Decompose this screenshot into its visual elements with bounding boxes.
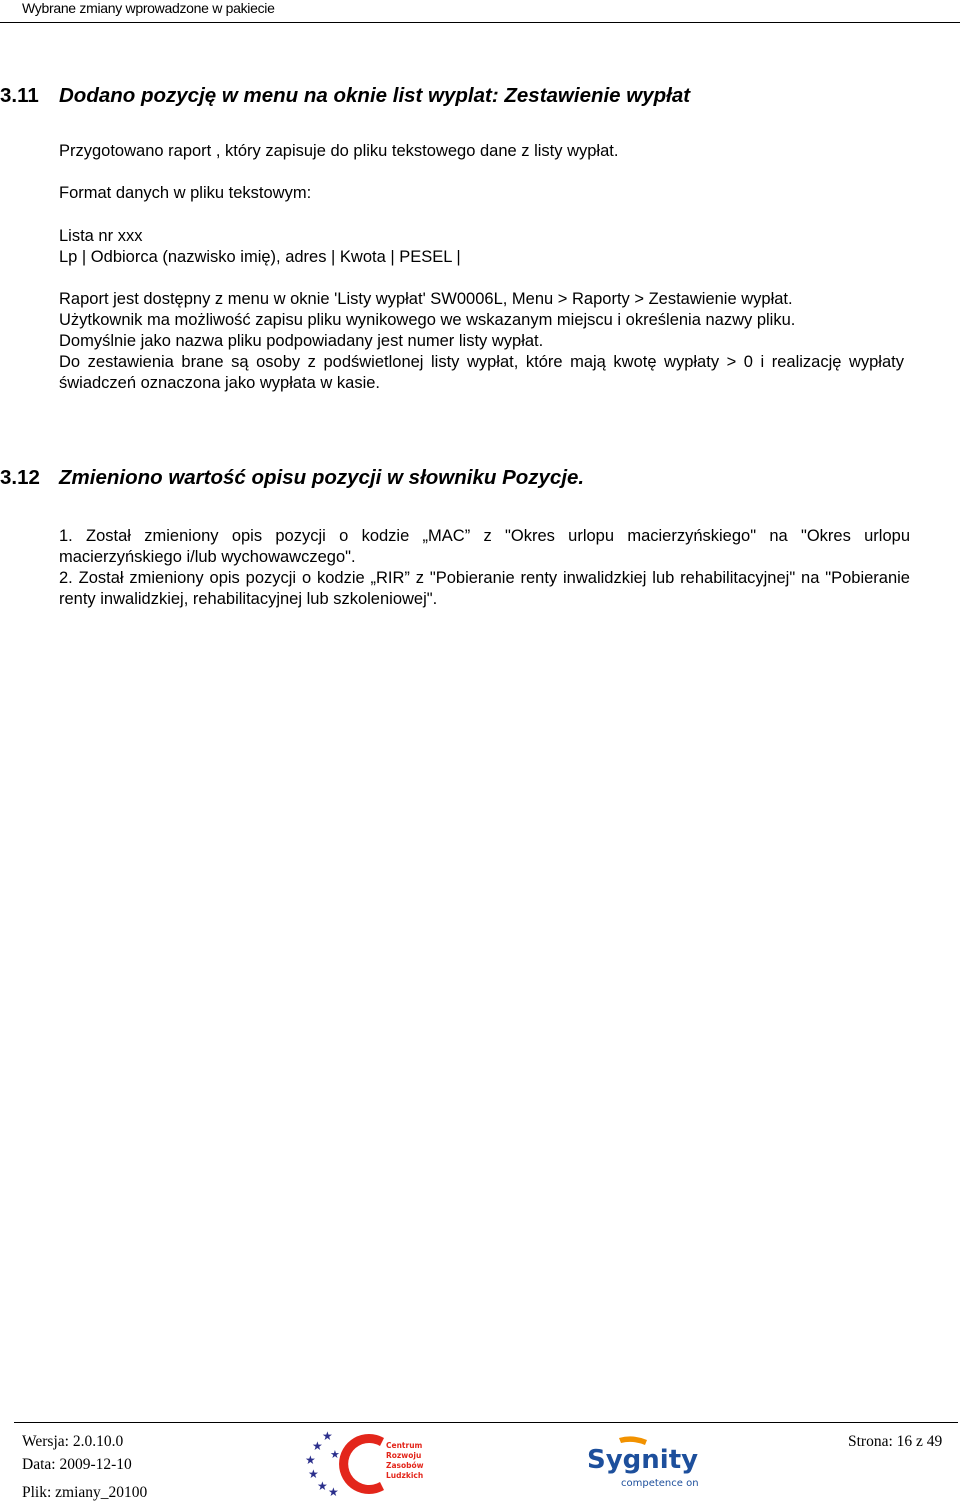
svg-text:★: ★ bbox=[330, 1448, 340, 1461]
footer-date: Data: 2009-12-10 bbox=[22, 1456, 132, 1473]
svg-text:★: ★ bbox=[322, 1429, 333, 1443]
section-number: 3.11 bbox=[0, 84, 39, 107]
paragraph: Domyślnie jako nazwa pliku podpowiadany jest numer listy wypłat. bbox=[59, 332, 544, 350]
footer-version: Wersja: 2.0.10.0 bbox=[22, 1433, 124, 1450]
header-title: Wybrane zmiany wprowadzone w pakiecie bbox=[22, 0, 275, 16]
section-3-11-heading bbox=[0, 84, 690, 108]
section-title: Zmieniono wartość opisu pozycji w słowniku Pozycje. bbox=[59, 466, 585, 489]
crzl-line-4: Ludzkich bbox=[386, 1471, 424, 1480]
sygnity-name: Sygnity bbox=[587, 1445, 699, 1475]
footer-divider bbox=[14, 1422, 958, 1423]
crzl-line-2: Rozwoju bbox=[386, 1451, 422, 1460]
sygnity-tagline: competence on bbox=[621, 1478, 699, 1489]
page-header bbox=[0, 0, 960, 23]
svg-text:★: ★ bbox=[312, 1439, 323, 1453]
crzl-logo bbox=[300, 1428, 440, 1498]
crzl-line-1: Centrum bbox=[386, 1441, 423, 1450]
svg-text:★: ★ bbox=[328, 1485, 339, 1498]
paragraph: Użytkownik ma możliwość zapisu pliku wynikowego we wskazanym miejscu i określenia nazwy pliku. bbox=[59, 311, 796, 329]
crzl-line-3: Zasobów bbox=[386, 1461, 424, 1470]
list-item: 1. Został zmieniony opis pozycji o kodzie „MAC” z "Okres urlopu macierzyńskiego" na "Okres urlopu macierzyńskiego i/lub wychowawczego". bbox=[59, 527, 910, 566]
footer-file: Plik: zmiany_20100 bbox=[22, 1484, 148, 1501]
section-title: Dodano pozycję w menu na oknie list wyplat: Zestawienie wypłat bbox=[59, 84, 691, 107]
paragraph: Przygotowano raport , który zapisuje do pliku tekstowego dane z listy wypłat. bbox=[59, 142, 619, 160]
section-3-12-heading bbox=[0, 466, 584, 490]
list-item: 2. Został zmieniony opis pozycji o kodzie „RIR” z "Pobieranie renty inwalidzkiej lub rehabilitacyjnej" na "Pobieranie renty inwalidzkiej, rehabilitacyjnej lub szkoleniowej". bbox=[59, 569, 910, 608]
footer-page-number: Strona: 16 z 49 bbox=[848, 1433, 943, 1450]
svg-text:★: ★ bbox=[308, 1467, 319, 1481]
paragraph: Do zestawienia brane są osoby z podświetlonej listy wypłat, które mają kwotę wypłaty > 0 i realizację wypłaty świadczeń oznaczona jako wypłata w kasie. bbox=[59, 353, 904, 392]
paragraph: Lp | Odbiorca (nazwisko imię), adres | Kwota | PESEL | bbox=[59, 248, 461, 266]
paragraph: Format danych w pliku tekstowym: bbox=[59, 184, 312, 202]
sygnity-logo bbox=[585, 1436, 705, 1492]
svg-text:★: ★ bbox=[317, 1479, 328, 1493]
paragraph: Raport jest dostępny z menu w oknie 'Listy wypłat' SW0006L, Menu > Raporty > Zestawienie wypłat. bbox=[59, 290, 793, 308]
paragraph: Lista nr xxx bbox=[59, 227, 143, 245]
svg-text:★: ★ bbox=[305, 1453, 316, 1467]
section-number: 3.12 bbox=[0, 466, 40, 489]
